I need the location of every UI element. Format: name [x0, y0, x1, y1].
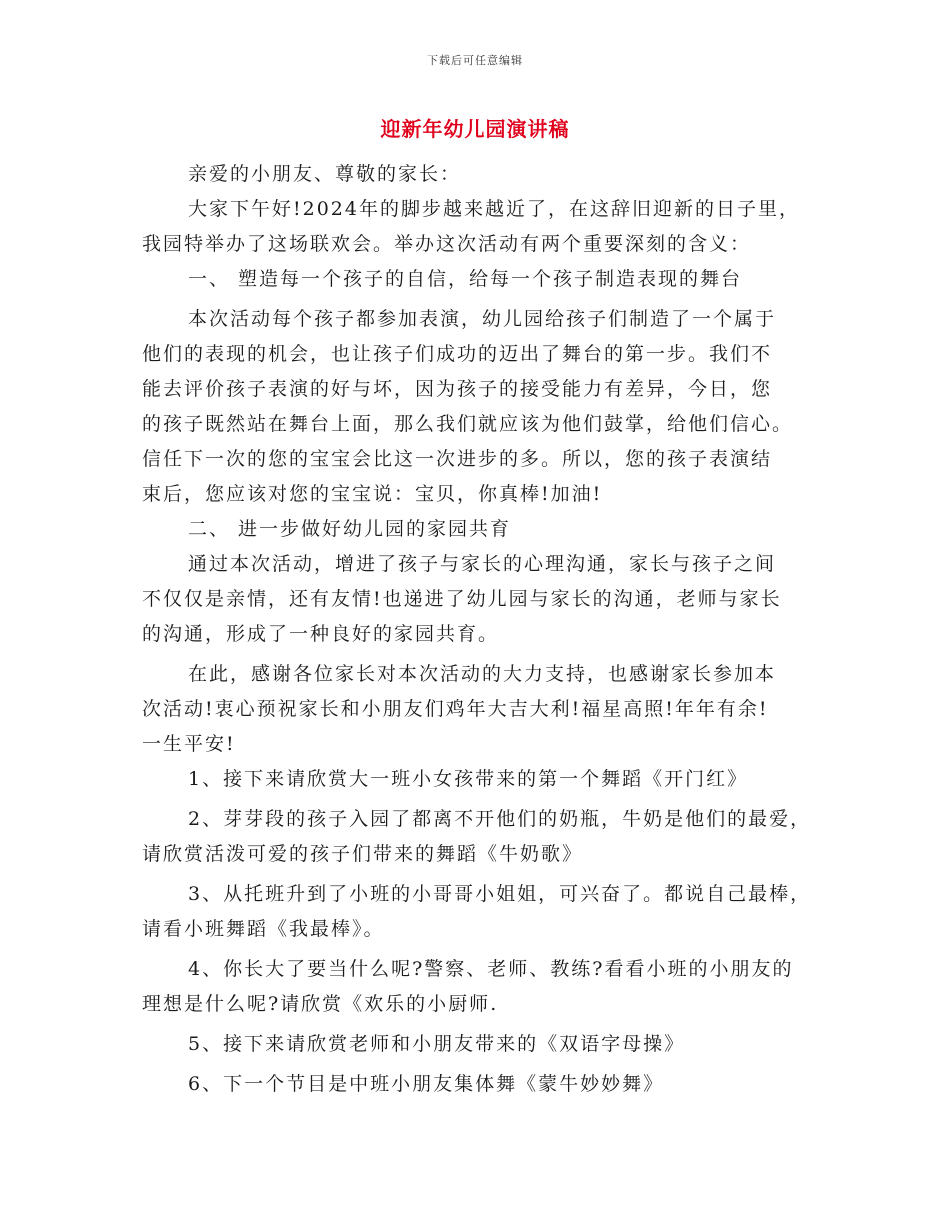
program-item: 4、你长大了要当什么呢?警察、老师、教练?看看小班的小朋友的: [188, 958, 794, 980]
program-item: 2、芽芽段的孩子入园了都离不开他们的奶瓶，牛奶是他们的最爱，: [188, 808, 812, 830]
section-heading: 二、 进一步做好幼儿园的家园共育: [188, 518, 512, 540]
page-title: 迎新年幼儿园演讲稿: [380, 117, 570, 141]
program-item: 3、从托班升到了小班的小哥哥小姐姐，可兴奋了。都说自己最棒，: [188, 883, 812, 905]
greeting-line: 亲爱的小朋友、尊敬的家长：: [188, 163, 462, 185]
paragraph-line: 信任下一次的您的宝宝会比这一次进步的多。所以，您的孩子表演结: [142, 448, 773, 470]
header-note: 下载后可任意编辑: [427, 54, 523, 67]
program-item: 6、下一个节目是中班小朋友集体舞《蒙牛妙妙舞》: [188, 1073, 665, 1095]
paragraph-line: 的沟通，形成了一种良好的家园共育。: [142, 623, 500, 645]
program-item: 请看小班舞蹈《我最棒》。: [142, 918, 385, 940]
paragraph-line: 不仅仅是亲情，还有友情!也递进了幼儿园与家长的沟通，老师与家长: [142, 588, 782, 610]
paragraph-line: 能去评价孩子表演的好与坏，因为孩子的接受能力有差异，今日，您: [142, 378, 773, 400]
paragraph-line: 的孩子既然站在舞台上面，那么我们就应该为他们鼓掌，给他们信心。: [142, 413, 794, 435]
program-item: 1、接下来请欣赏大一班小女孩带来的第一个舞蹈《开门红》: [188, 768, 749, 790]
program-item: 理想是什么呢?请欣赏《欢乐的小厨师.: [142, 993, 499, 1015]
paragraph-line: 在此，感谢各位家长对本次活动的大力支持，也感谢家长参加本: [188, 663, 777, 685]
paragraph-line: 束后，您应该对您的宝宝说：宝贝，你真棒!加油!: [142, 483, 603, 505]
paragraph-line: 通过本次活动，增进了孩子与家长的心理沟通，家长与孩子之间: [188, 553, 777, 575]
program-item: 请欣赏活泼可爱的孩子们带来的舞蹈《牛奶歌》: [142, 843, 584, 865]
document-body: [142, 157, 842, 1102]
paragraph-line: 本次活动每个孩子都参加表演，幼儿园给孩子们制造了一个属于: [188, 308, 777, 330]
paragraph-line: 次活动!衷心预祝家长和小朋友们鸡年大吉大利!福星高照!年年有余!: [142, 698, 769, 720]
paragraph-line: 我园特举办了这场联欢会。举办这次活动有两个重要深刻的含义：: [142, 233, 752, 255]
section-heading: 一、 塑造每一个孩子的自信，给每一个孩子制造表现的舞台: [188, 268, 743, 290]
paragraph-line: 他们的表现的机会，也让孩子们成功的迈出了舞台的第一步。我们不: [142, 343, 773, 365]
program-item: 5、接下来请欣赏老师和小朋友带来的《双语字母操》: [188, 1033, 686, 1055]
paragraph-line: 一生平安!: [142, 733, 236, 755]
paragraph-line: 大家下午好!2024年的脚步越来越近了，在这辞旧迎新的日子里，: [188, 198, 800, 220]
